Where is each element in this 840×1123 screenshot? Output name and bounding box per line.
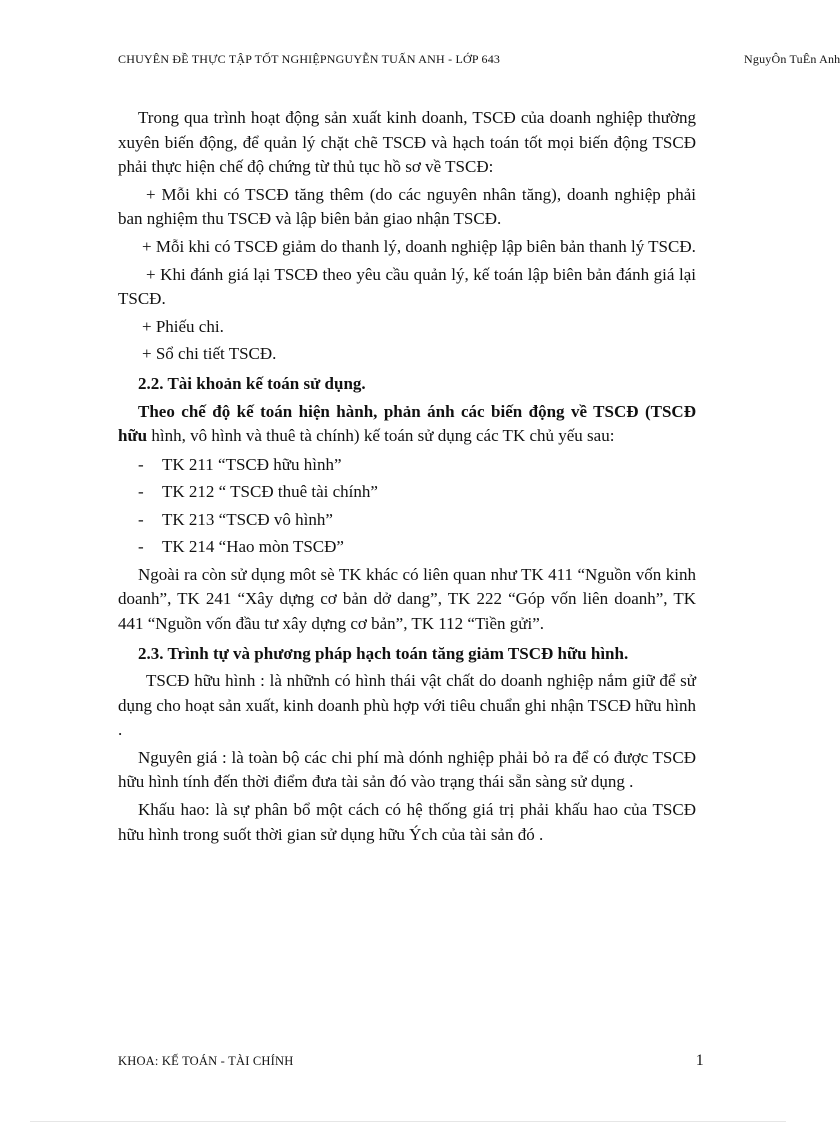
paragraph-accounts-rest: hình, vô hình và thuê tà chính) kế toán sử dụng các TK chủ yếu sau: <box>147 426 615 446</box>
list-dash: - <box>138 537 144 557</box>
list-dash: - <box>138 454 144 474</box>
paragraph-cost-definition: Nguyên giá : là toàn bộ các chi phí mà dónh nghiệp phải bỏ ra để có được TSCĐ hữu hình tính đến thời điểm đưa tài sản đó vào trạng thái sẵn sàng sử dụng . <box>118 747 696 792</box>
list-item-text: TK 211 “TSCĐ hữu hình” <box>162 454 342 474</box>
list-item-text: TK 213 “TSCĐ vô hình” <box>162 509 333 529</box>
paragraph-intro: Trong qua trình hoạt động sản xuất kinh doanh, TSCĐ của doanh nghiệp thường xuyên biến động, để quản lý chặt chẽ TSCĐ và hạch toán tốt mọi biến động TSCĐ phải thực hiện chế độ chứng từ thủ tục hồ sơ về TSCĐ: <box>118 108 696 177</box>
list-dash: - <box>138 482 144 502</box>
account-list <box>118 451 696 561</box>
paragraph-depreciation-definition: Khấu hao: là sự phân bổ một cách có hệ thống giá trị phải khấu hao của TSCĐ hữu hình trong suốt thời gian sử dụng hữu Ých của tài sản đó . <box>118 800 696 844</box>
paragraph-accounts-bold-lead: Theo chế độ kế toán hiện hành, phản ánh các biến động về TSCĐ ( <box>138 401 651 421</box>
header-left-text: CHUYÊN ĐỀ THỰC TẬP TỐT NGHIỆPNGUYỄN TUẤN ANH - LỚP 643 <box>118 52 501 66</box>
paragraph-revaluation: + Khi đánh giá lại TSCĐ theo yêu cầu quản lý, kế toán lập biên bản đánh giá lại TSCĐ. <box>118 264 696 309</box>
paragraph-tangible-definition: TSCĐ hữu hình : là nhữnh có hình thái vật chất do doanh nghiệp nắm giữ để sử dụng cho hoạt sản xuất, kinh doanh phù hợp với tiêu chuẩn ghi nhận TSCĐ hữu hình . <box>118 671 696 740</box>
page-header <box>118 52 840 72</box>
list-item <box>118 506 696 534</box>
list-item <box>118 478 696 506</box>
paragraph-accounts-bold-term: TSCĐ hữu <box>118 401 696 446</box>
list-dash: - <box>138 509 144 529</box>
page-number: 1 <box>695 1052 704 1069</box>
paragraph-other-accounts: Ngoài ra còn sử dụng môt sè TK khác có liên quan như TK 411 “Nguồn vốn kinh doanh”, TK 241 “Xây dựng cơ bản dở dang”, TK 222 “Góp vốn liên doanh”, TK 441 “Nguồn vốn đầu tư xây dựng cơ bản”, TK 112 “Tiền gửi”. <box>118 564 696 633</box>
document-body <box>118 106 696 847</box>
paragraph-asset-increase: + Mỗi khi có TSCĐ tăng thêm (do các nguyên nhân tăng), doanh nghiệp phải ban nghiệm thu TSCĐ và lập biên bản giao nhận TSCĐ. <box>118 184 696 229</box>
page-footer <box>118 1054 704 1074</box>
page-bottom-divider <box>30 1121 786 1122</box>
list-item-text: TK 212 “ TSCĐ thuê tài chính” <box>162 482 378 502</box>
list-item-text: TK 214 “Hao mòn TSCĐ” <box>162 537 344 557</box>
paragraph-detail-ledger: + Sổ chi tiết TSCĐ. <box>142 344 277 364</box>
header-right-text: NguyÔn TuÊn Anh <box>744 52 840 66</box>
paragraph-payment-voucher: + Phiếu chi. <box>142 316 224 336</box>
paragraph-accounts-intro <box>118 400 696 449</box>
footer-department-text: KHOA: KẾ TOÁN - TÀI CHÍNH <box>118 1054 294 1068</box>
section-heading-2-2: 2.2. Tài khoản kế toán sử dụng. <box>138 373 366 393</box>
list-item <box>118 533 696 561</box>
paragraph-asset-decrease: + Mỗi khi có TSCĐ giảm do thanh lý, doanh nghiệp lập biên bản thanh lý TSCĐ. <box>142 236 696 256</box>
list-item <box>118 451 696 479</box>
section-heading-2-3: 2.3. Trình tự và phương pháp hạch toán tăng giảm TSCĐ hữu hình. <box>138 643 629 663</box>
